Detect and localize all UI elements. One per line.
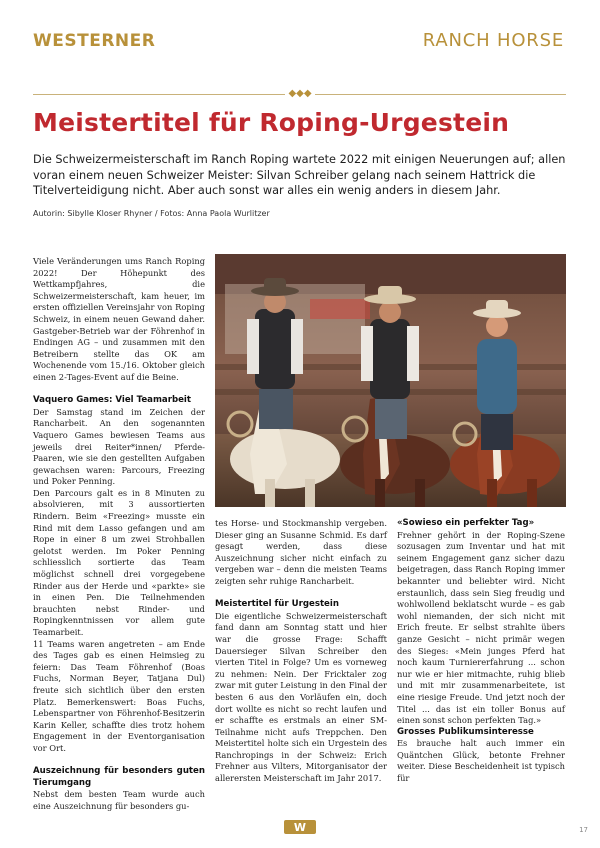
paragraph: Nebst dem besten Team wurde auch eine Auszeichnung für besonders gu- — [33, 789, 205, 811]
paragraph: Es brauche halt auch immer ein Quäntchen Glück, betonte Frehner weiter. Diese Bescheidenheit ist typisch für — [397, 738, 565, 784]
article-photo — [215, 254, 566, 507]
subheading: Meistertitel für Urgestein — [215, 599, 339, 610]
column-1 — [33, 256, 205, 813]
paragraph: tes Horse- und Stockmanship vergeben. Dieser ging an Susanne Schmid. Es darf gesagt werden, dass diese Auszeichnung sicher nicht einfach zu vergeben war – denn die meisten Teams zeigten sehr ruhige Rancharbeit. — [215, 518, 387, 586]
page-number: 17 — [579, 826, 588, 834]
subheading: Auszeichnung für besonders guten Tierumgang — [33, 766, 205, 788]
column-2 — [215, 518, 387, 785]
footer-logo-icon — [284, 820, 316, 834]
subheading: Vaquero Games: Viel Teamarbeit — [33, 395, 191, 406]
paragraph: Viele Veränderungen ums Ranch Roping 2022! Der Höhepunkt des Wettkampfjahres, die Schweizermeisterschaft, kam heuer, im ersten offiziellen Vereinsjahr von Roping Schweiz, in einem neuen Gewand daher. Gastgeber-Betrieb war der Föhrenhof in Endingen AG – und zusammen mit den Betreibern stellte das OK am Wochenende vom 15./16. Oktober gleich einen 2-Tages-Event auf die Beine. — [33, 256, 205, 382]
footer-logo-letter: W — [293, 821, 307, 834]
paragraph: Den Parcours galt es in 8 Minuten zu absolvieren, mit 3 aussortierten Rindern. Beim «Freezing» musste ein Rind mit dem Lasso gefangen und am Rope in einer 8 um zwei Strohballen gelotst werden. Im Poker Penning schliesslich sortierte das Team möglichst schnell drei vorgegebene Rinder aus der Herde und «parkte» sie in einen Pen. Die Teilnehmenden brauchten nebst Rinder- und Ropingkenntnissen vor allem gute Teamarbeit. — [33, 487, 205, 637]
byline: Autorin: Sibylle Kloser Rhyner / Fotos: Anna Paola Wurlitzer — [33, 209, 270, 218]
subheading: Grosses Publikumsinteresse — [397, 726, 534, 737]
article-lead: Die Schweizermeisterschaft im Ranch Roping wartete 2022 mit einigen Neuerungen auf; allen voran einem neuen Schweizer Meister: Silvan Schreiber gelang nach seinem Hattrick die Titelverteidigung nicht. Aber auch sonst war alles ein wenig anders in diesem Jahr. — [33, 153, 566, 197]
article-title: Meistertitel für Roping-Urgestein — [33, 108, 510, 137]
paragraph: Die eigentliche Schweizermeisterschaft fand dann am Sonntag statt und hier war die grosse Frage: Schafft Dauersieger Silvan Schreiber den vierten Titel in Folge? Um es vorneweg zu nehmen: Nein. Der Fricktaler zog zwar mit guter Leistung in den Final der besten 6 aus den Vorläufen ein, doch dort wollte es nicht so recht laufen und er schaffte es erstmals an einer SM-Teilnahme nicht aufs Treppchen. Den Meistertitel holte sich ein Urgestein des Ranchropings in der Schweiz: Erich Frehner aus Vilters, Mitorganisator der allerersten Meisterschaft im Jahr 2017. — [215, 610, 387, 784]
ornament-icon: ◆◆◆ — [285, 89, 315, 99]
riders-photo-icon — [215, 254, 566, 507]
magazine-logo: WESTERNER — [33, 31, 156, 51]
section-label: RANCH HORSE — [422, 30, 564, 51]
paragraph: Frehner gehört in der Roping-Szene sozusagen zum Inventar und hat mit seinem Engagement ganz sicher dazu beigetragen, dass Ranch Roping immer bekannter und beliebter wird. Nicht erstaunlich, dass sein Sieg freudig und wohlwollend beklatscht wurde – es gab wohl niemanden, der sich nicht mit Erich freute. Er selbst strahlte übers ganze Gesicht – nicht primär wegen des Sieges: «Mein junges Pferd hat noch kaum Turniererfahrung ... schon nur wie er hier mitmachte, ruhig blieb und mit mir zusammenarbeitete, ist eine riesige Freude. Und jetzt noch der Titel ... das ist ein toller Bonus auf einen sonst schon perfekten Tag.» — [397, 529, 565, 726]
paragraph: 11 Teams waren angetreten – am Ende des Tages gab es einen Heimsieg zu feiern: Das Team Föhrenhof (Boas Fuchs, Norman Beyer, Tatjana Dul) freute sich sichtlich über den ersten Platz. Bemerkenswert: Boas Fuchs, Lebenspartner von Föhrenhof-Besitzerin Karin Keller, schaffte dies trotz hohem Engagement in der Eventorganisation vor Ort. — [33, 638, 205, 753]
column-3 — [397, 518, 565, 785]
subheading: «Sowieso ein perfekter Tag» — [397, 518, 535, 528]
paragraph: Der Samstag stand im Zeichen der Rancharbeit. An den sogenannten Vaquero Games bewiesen Teams aus jeweils drei Reiter*innen/ Pferde-Paaren, wie sie den gestellten Aufgaben gewachsen waren: Parcours, Freezing und Poker Penning. — [33, 406, 205, 487]
